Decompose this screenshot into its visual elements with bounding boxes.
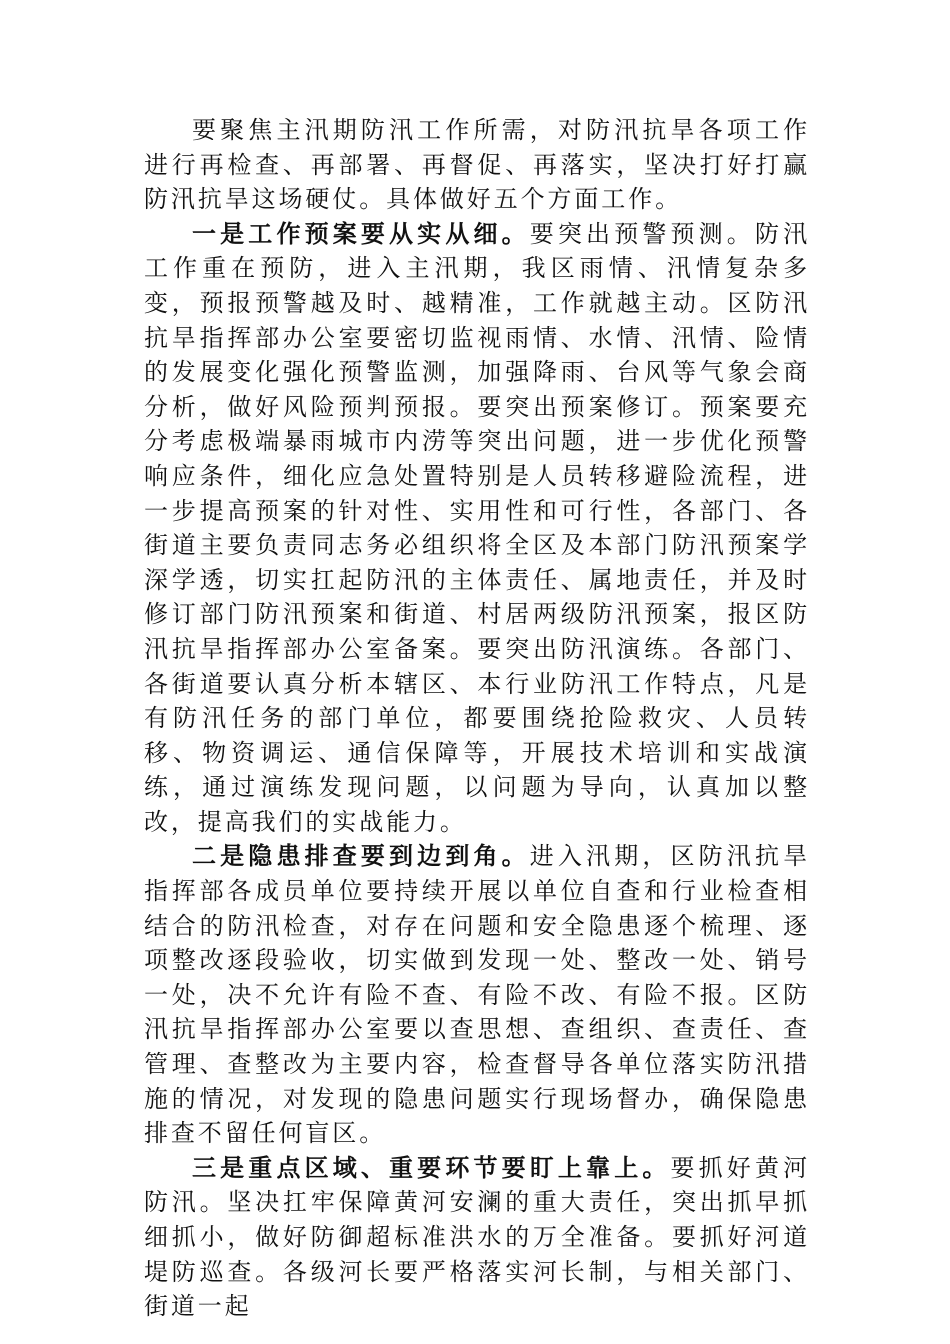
paragraph-intro (144, 113, 810, 217)
paragraph-work-plan (144, 217, 810, 840)
document-page (144, 113, 810, 1324)
paragraph-body: 进入汛期，区防汛抗旱指挥部各成员单位要持续开展以单位自查和行业检查相结合的防汛检查，对存在问题和安全隐患逐个梳理、逐项整改逐段验收，切实做到发现一处、整改一处、销号一处，决不允许有险不查、有险不改、有险不报。区防汛抗旱指挥部办公室要以查思想、查组织、查责任、查管理、查整改为主要内容，检查督导各单位落实防汛措施的情况，对发现的隐患问题实行现场督办，确保隐患排查不留任何盲区。 (144, 842, 810, 1148)
paragraph-body: 要聚焦主汛期防汛工作所需，对防汛抗旱各项工作进行再检查、再部署、再督促、再落实，坚决打好打赢防汛抗旱这场硬仗。具体做好五个方面工作。 (144, 116, 810, 214)
paragraph-lead: 二是隐患排查要到边到角。 (192, 841, 530, 871)
paragraph-lead: 一是工作预案要从实从细。 (192, 218, 530, 248)
paragraph-body: 要抓好黄河防汛。坚决扛牢保障黄河安澜的重大责任，突出抓早抓细抓小，做好防御超标准洪水的万全准备。要抓好河道堤防巡查。各级河长要严格落实河长制，与相关部门、街道一起 (144, 1153, 810, 1321)
paragraph-hazard-inspection (144, 839, 810, 1150)
paragraph-body: 要突出预警预测。防汛工作重在预防，进入主汛期，我区雨情、汛情复杂多变，预报预警越及时、越精准，工作就越主动。区防汛抗旱指挥部办公室要密切监视雨情、水情、汛情、险情的发展变化强化预警监测，加强降雨、台风等气象会商分析，做好风险预判预报。要突出预案修订。预案要充分考虑极端暴雨城市内涝等突出问题，进一步优化预警响应条件，细化应急处置特别是人员转移避险流程，进一步提高预案的针对性、实用性和可行性，各部门、各街道主要负责同志务必组织将全区及本部门防汛预案学深学透，切实扛起防汛的主体责任、属地责任，并及时修订部门防汛预案和街道、村居两级防汛预案，报区防汛抗旱指挥部办公室备案。要突出防汛演练。各部门、各街道要认真分析本辖区、本行业防汛工作特点，凡是有防汛任务的部门单位，都要围绕抢险救灾、人员转移、物资调运、通信保障等，开展技术培训和实战演练，通过演练发现问题，以问题为导向，认真加以整改，提高我们的实战能力。 (144, 219, 810, 836)
paragraph-key-areas (144, 1151, 810, 1324)
paragraph-lead: 三是重点区域、重要环节要盯上靠上。 (192, 1152, 671, 1182)
